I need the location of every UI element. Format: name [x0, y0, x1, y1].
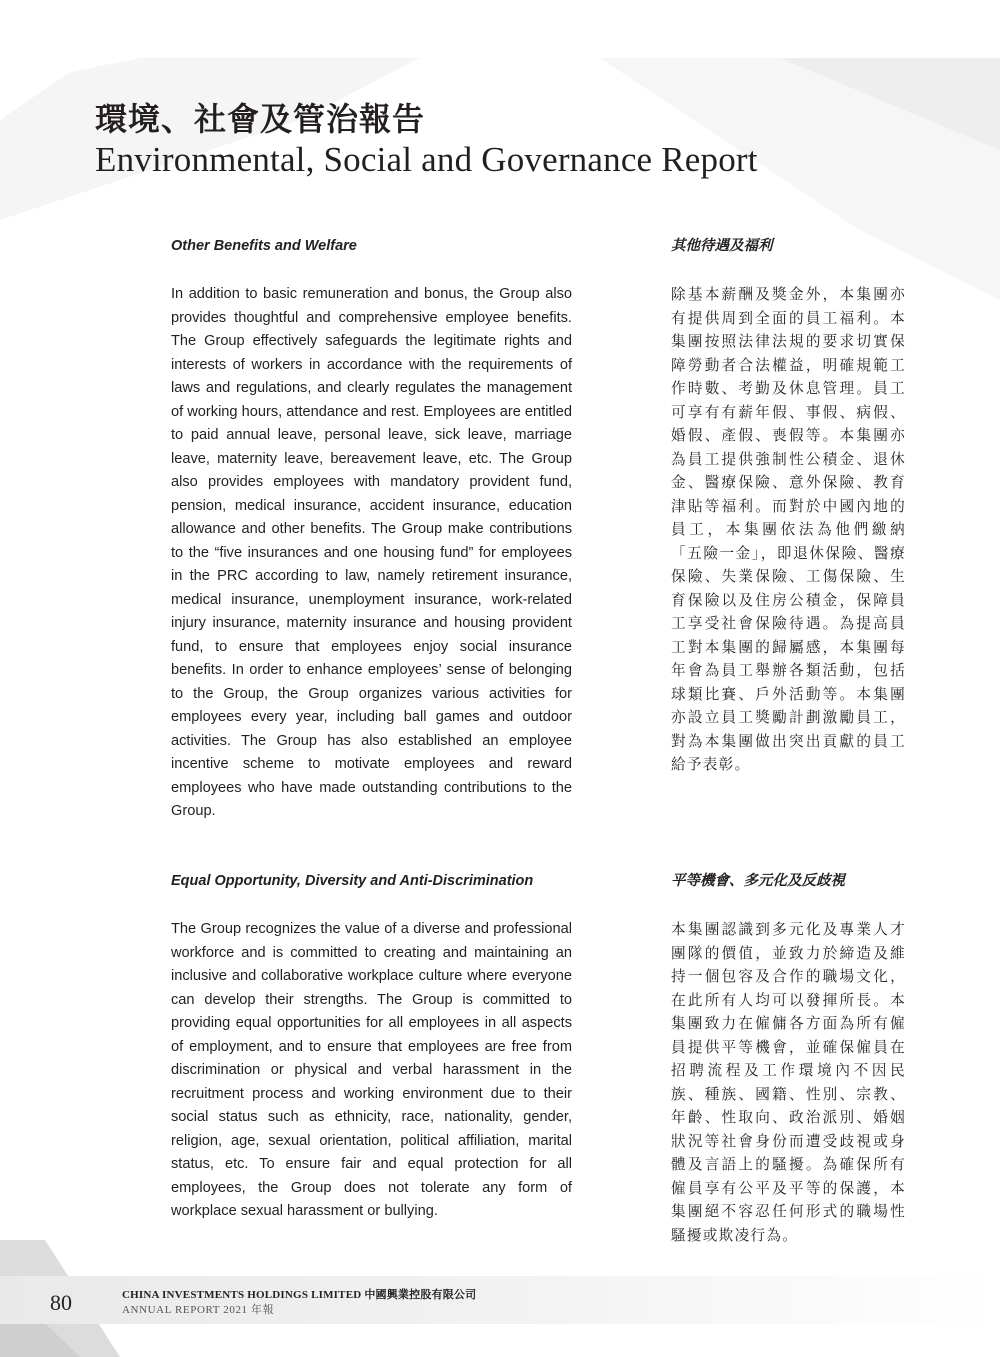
section-heading-chinese: 其他待遇及福利	[671, 238, 773, 254]
section-body-english: In addition to basic remuneration and bonus, the Group also provides thoughtful and comprehensive employee benefits. The Group effectively safeguards the legitimate rights and interests of workers in accordance with the requirements of laws and regulations, and clearly regulates the management of working hours, attendance and rest. Employees are entitled to paid annual leave, personal leave, sick leave, marriage leave, maternity leave, bereavement leave, etc. The Group also provides employees with mandatory provident fund, pension, medical insurance, accident insurance, education allowance and other benefits. The Group make contributions to the “five insurances and one housing fund” for employees in the PRC according to law, namely retirement insurance, medical insurance, unemployment insurance, work-related injury insurance, maternity insurance and housing provident fund, to ensure that employees enjoy social insurance benefits. In order to enhance employees’ sense of belonging to the Group, the Group organizes various activities for employees every year, including ball games and outdoor activities. The Group has also established an employee incentive scheme to motivate employees and reward employees who have made outstanding contributions to the Group.	[171, 286, 572, 819]
footer-report-title: ANNUAL REPORT 2021 年報	[122, 1304, 275, 1316]
section-body-chinese: 本集團認識到多元化及專業人才團隊的價值，並致力於締造及維持一個包容及合作的職場文化，在此所有人均可以發揮所長。本集團致力在僱傭各方面為所有僱員提供平等機會，並確保僱員在招聘流程及工作環境內不因民族、種族、國籍、性別、宗教、年齡、性取向、政治派別、婚姻狀況等社會身份而遭受歧視或身體及言語上的騷擾。為確保所有僱員享有公平及平等的保護，本集團絕不容忍任何形式的職場性騷擾或欺凌行為。	[671, 921, 906, 1244]
footer-company-name: CHINA INVESTMENTS HOLDINGS LIMITED 中國興業控股有限公司	[122, 1289, 477, 1301]
section-heading-english: Other Benefits and Welfare	[171, 238, 357, 254]
section-equal-opportunity-english	[171, 871, 572, 1224]
page-title-english: Environmental, Social and Governance Report	[95, 140, 758, 179]
page-title-chinese: 環境、社會及管治報告	[95, 100, 426, 138]
report-header	[95, 98, 758, 180]
section-benefits-english	[171, 236, 572, 824]
section-body-chinese: 除基本薪酬及獎金外，本集團亦有提供周到全面的員工福利。本集團按照法律法規的要求切實保障勞動者合法權益，明確規範工作時數、考勤及休息管理。員工可享有有薪年假、事假、病假、婚假、產假、喪假等。本集團亦為員工提供強制性公積金、退休金、醫療保險、意外保險、教育津貼等福利。而對於中國內地的員工，本集團依法為他們繳納「五險一金」，即退休保險、醫療保險、失業保險、工傷保險、生育保險以及住房公積金，保障員工享受社會保險待遇。為提高員工對本集團的歸屬感，本集團每年會為員工舉辦各類活動，包括球類比賽、戶外活動等。本集團亦設立員工獎勵計劃激勵員工，對為本集團做出突出貢獻的員工給予表彰。	[671, 286, 906, 773]
section-heading-chinese: 平等機會、多元化及反歧視	[671, 873, 845, 889]
section-benefits-chinese	[671, 236, 906, 777]
section-equal-opportunity-chinese	[671, 871, 906, 1247]
page-number: 80	[50, 1290, 72, 1315]
section-heading-english: Equal Opportunity, Diversity and Anti-Discrimination	[171, 873, 534, 889]
section-body-english: The Group recognizes the value of a diverse and professional workforce and is committed to creating and maintaining an inclusive and collaborative workplace culture where everyone can develop their strengths. The Group is committed to providing equal opportunities for all employees in all aspects of employment, and to ensure that employees are free from discrimination or physical and verbal harassment in the recruitment process and working environment due to their social status such as ethnicity, race, nationality, gender, religion, age, sexual orientation, political affiliation, marital status, etc. To ensure fair and equal protection for all employees, the Group does not tolerate any form of workplace sexual harassment or bullying.	[171, 921, 572, 1219]
